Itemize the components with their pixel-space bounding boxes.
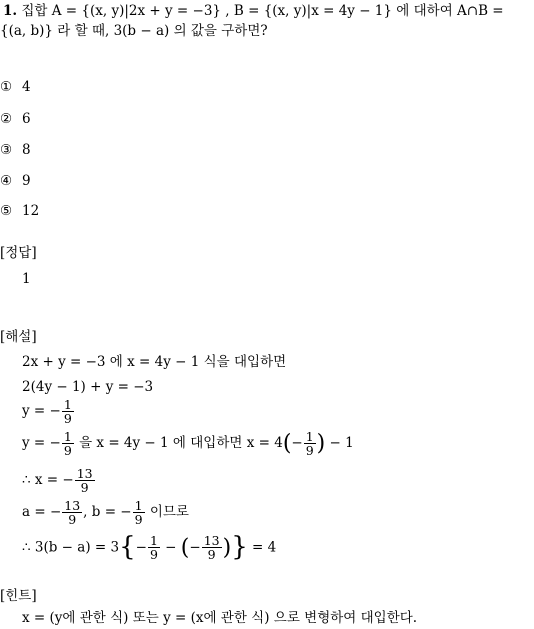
numerator: 13 xyxy=(203,533,220,549)
equation-text: y = − xyxy=(22,403,61,420)
fraction xyxy=(148,534,160,561)
right-brace: } xyxy=(231,532,248,562)
fraction xyxy=(62,430,74,457)
answer-heading: [정답] xyxy=(0,245,37,261)
choice-marker: ③ xyxy=(0,142,13,158)
choice-4[interactable] xyxy=(0,174,31,190)
hint-text: x = (y에 관한 식) 또는 y = (x에 관한 식) 으로 변형하여 대입한다. xyxy=(22,610,418,626)
denominator: 9 xyxy=(134,512,143,528)
numerator: 13 xyxy=(76,466,93,481)
solution-line-3 xyxy=(22,398,75,425)
question-line-1 xyxy=(3,4,504,20)
left-brace: { xyxy=(119,532,136,562)
question-number: 1. xyxy=(3,3,18,19)
solution-heading: [해설] xyxy=(0,329,37,345)
choice-value: 8 xyxy=(22,142,31,158)
solution-line-4: y = − $\frac{1}{9}$ 을 x = 4y − 1 에 대입하면 x = 4(− $\frac{1}{9}$ ) − 1 xyxy=(22,429,354,459)
choice-5[interactable] xyxy=(0,204,39,220)
left-paren: ( xyxy=(180,535,190,561)
denominator: 9 xyxy=(63,443,72,459)
numerator: 1 xyxy=(149,533,158,549)
denominator: 9 xyxy=(80,480,89,496)
fraction xyxy=(304,430,316,457)
left-paren: ( xyxy=(282,430,292,456)
choice-3[interactable] xyxy=(0,143,31,159)
numerator: 13 xyxy=(64,498,81,513)
fraction xyxy=(62,499,82,526)
numerator: 1 xyxy=(63,429,72,444)
equation-text: 을 x = 4y − 1 에 대입하면 x = 4 xyxy=(74,435,283,452)
fraction xyxy=(202,534,222,561)
right-paren: ) xyxy=(222,535,232,561)
choice-marker: ⑤ xyxy=(0,203,13,219)
solution-line-5 xyxy=(22,467,96,494)
solution-line-1: 2x + y = −3 에 x = 4y − 1 식을 대입하면 xyxy=(22,354,287,370)
equation-text: 이므로 xyxy=(145,504,189,521)
numerator: 1 xyxy=(63,397,72,412)
choice-value: 12 xyxy=(22,203,40,219)
equation-text: a = − xyxy=(22,504,62,521)
choice-marker: ④ xyxy=(0,173,13,189)
numerator: 1 xyxy=(134,498,143,513)
fraction xyxy=(75,467,95,494)
equation-text: ∴ x = − xyxy=(22,472,74,489)
solution-line-7: ∴ 3(b − a) = 3{− $\frac{1}{9}$ − (− $\frac{13}{9}$ )} = 4 xyxy=(22,532,277,563)
fraction xyxy=(62,398,74,425)
solution-line-6 xyxy=(22,499,189,526)
denominator: 9 xyxy=(149,547,158,563)
equation-text: , b = − xyxy=(83,504,132,521)
solution-line-2: 2(4y − 1) + y = −3 xyxy=(22,379,154,395)
answer-value: 1 xyxy=(22,271,31,287)
right-paren: ) xyxy=(316,430,326,456)
denominator: 9 xyxy=(63,411,72,427)
numerator: 1 xyxy=(305,429,314,444)
equation-text: = 4 xyxy=(247,539,277,556)
denominator: 9 xyxy=(305,443,314,459)
choice-value: 4 xyxy=(22,79,31,95)
equation-text: y = − xyxy=(22,435,61,452)
choice-marker: ② xyxy=(0,111,13,127)
choice-2[interactable] xyxy=(0,112,31,128)
equation-text: − 1 xyxy=(325,435,354,452)
choice-marker: ① xyxy=(0,79,13,95)
question-text-1: 집합 A = {(x, y)|2x + y = −3} , B = {(x, y)|x = 4y − 1} 에 대하여 A∩B = xyxy=(21,3,504,19)
choice-value: 9 xyxy=(22,173,31,189)
fraction xyxy=(133,499,145,526)
equation-text: ∴ 3(b − a) = 3 xyxy=(22,539,120,556)
denominator: 9 xyxy=(207,547,216,563)
hint-heading: [힌트] xyxy=(0,588,37,604)
denominator: 9 xyxy=(68,512,77,528)
question-line-2: {(a, b)} 라 할 때, 3(b − a) 의 값을 구하면? xyxy=(0,23,268,39)
choice-1[interactable] xyxy=(0,80,31,96)
choice-value: 6 xyxy=(22,111,31,127)
